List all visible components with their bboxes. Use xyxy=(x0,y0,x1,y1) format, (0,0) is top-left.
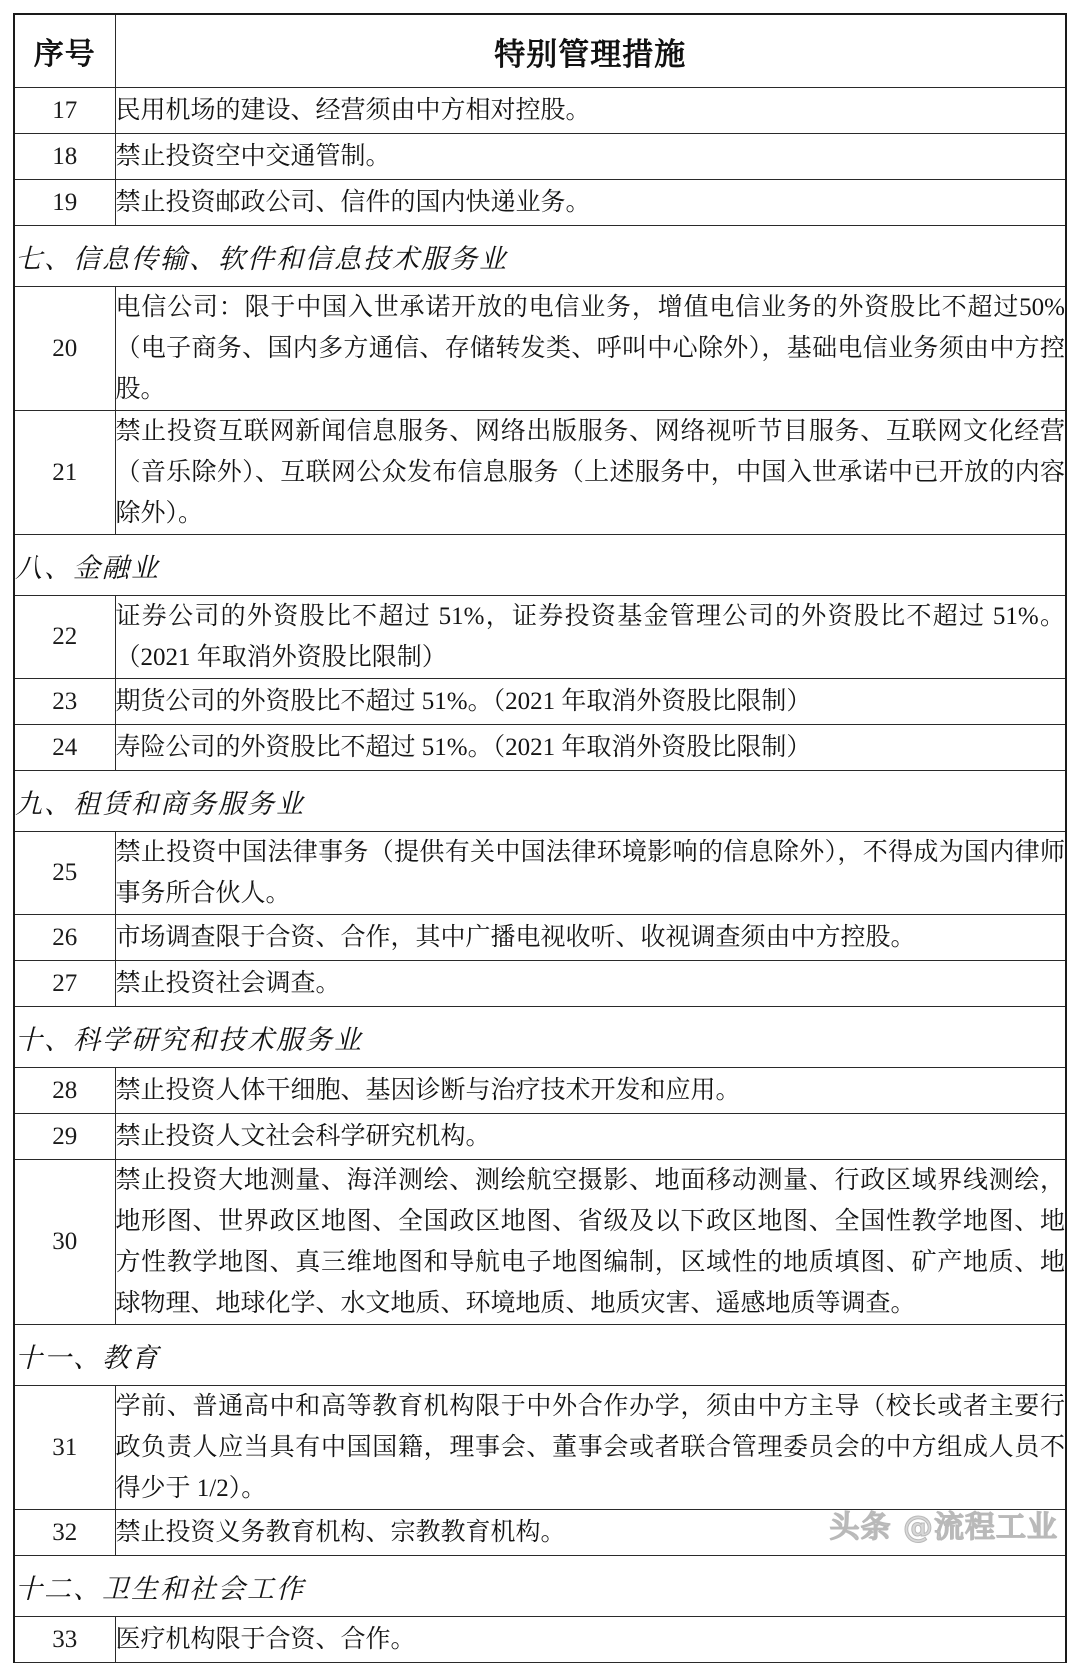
table-row xyxy=(14,725,1066,771)
section-heading-label: 十二、卫生和社会工作 xyxy=(14,1556,1066,1617)
row-number: 32 xyxy=(14,1510,115,1556)
table-row xyxy=(14,287,1066,411)
row-number: 19 xyxy=(14,180,115,226)
row-number: 18 xyxy=(14,134,115,180)
row-measure-text: 禁止投资空中交通管制。 xyxy=(115,134,1066,180)
row-number: 33 xyxy=(14,1617,115,1663)
row-number: 31 xyxy=(14,1386,115,1510)
row-number: 25 xyxy=(14,832,115,915)
table-header xyxy=(14,14,1066,88)
row-measure-text: 禁止投资邮政公司、信件的国内快递业务。 xyxy=(115,180,1066,226)
row-number: 26 xyxy=(14,915,115,961)
section-heading-label: 九、租赁和商务服务业 xyxy=(14,771,1066,832)
row-measure-text: 证券公司的外资股比不超过 51%，证券投资基金管理公司的外资股比不超过 51%。（2021 年取消外资股比限制） xyxy=(115,596,1066,679)
table-body xyxy=(14,88,1066,1663)
row-measure-text: 禁止投资人体干细胞、基因诊断与治疗技术开发和应用。 xyxy=(115,1068,1066,1114)
row-measure-text: 学前、普通高中和高等教育机构限于中外合作办学，须由中方主导（校长或者主要行政负责人应当具有中国国籍，理事会、董事会或者联合管理委员会的中方组成人员不得少于 1/2）。 xyxy=(115,1386,1066,1510)
row-number: 28 xyxy=(14,1068,115,1114)
row-number: 21 xyxy=(14,411,115,535)
row-measure-text: 市场调查限于合资、合作，其中广播电视收听、收视调查须由中方控股。 xyxy=(115,915,1066,961)
special-management-measures-table xyxy=(13,13,1067,1663)
row-measure-text: 电信公司：限于中国入世承诺开放的电信业务，增值电信业务的外资股比不超过50%（电子商务、国内多方通信、存储转发类、呼叫中心除外），基础电信业务须由中方控股。 xyxy=(115,287,1066,411)
table-row xyxy=(14,679,1066,725)
table-row xyxy=(14,1386,1066,1510)
row-measure-text: 医疗机构限于合资、合作。 xyxy=(115,1617,1066,1663)
section-heading-label: 十、科学研究和技术服务业 xyxy=(14,1007,1066,1068)
row-number: 23 xyxy=(14,679,115,725)
row-number: 24 xyxy=(14,725,115,771)
row-number: 20 xyxy=(14,287,115,411)
table-row xyxy=(14,411,1066,535)
row-number: 17 xyxy=(14,88,115,134)
table-row xyxy=(14,832,1066,915)
row-measure-text: 禁止投资中国法律事务（提供有关中国法律环境影响的信息除外），不得成为国内律师事务所合伙人。 xyxy=(115,832,1066,915)
row-number: 29 xyxy=(14,1114,115,1160)
row-measure-text: 寿险公司的外资股比不超过 51%。（2021 年取消外资股比限制） xyxy=(115,725,1066,771)
row-number: 27 xyxy=(14,961,115,1007)
table-row xyxy=(14,915,1066,961)
row-measure-text: 禁止投资社会调查。 xyxy=(115,961,1066,1007)
section-heading-row xyxy=(14,1325,1066,1386)
section-heading-row xyxy=(14,771,1066,832)
row-measure-text: 禁止投资互联网新闻信息服务、网络出版服务、网络视听节目服务、互联网文化经营（音乐除外）、互联网公众发布信息服务（上述服务中，中国入世承诺中已开放的内容除外）。 xyxy=(115,411,1066,535)
row-measure-text: 禁止投资人文社会科学研究机构。 xyxy=(115,1114,1066,1160)
table-row xyxy=(14,134,1066,180)
row-measure-text: 禁止投资义务教育机构、宗教教育机构。 xyxy=(115,1510,1066,1556)
section-heading-row xyxy=(14,226,1066,287)
row-measure-text: 期货公司的外资股比不超过 51%。（2021 年取消外资股比限制） xyxy=(115,679,1066,725)
row-number: 30 xyxy=(14,1160,115,1325)
table-row xyxy=(14,180,1066,226)
table-row xyxy=(14,1160,1066,1325)
section-heading-label: 十一、教育 xyxy=(14,1325,1066,1386)
table-row xyxy=(14,961,1066,1007)
column-header-number: 序号 xyxy=(14,14,115,88)
table-row xyxy=(14,596,1066,679)
section-heading-row xyxy=(14,535,1066,596)
table-row xyxy=(14,1114,1066,1160)
watermark: 头条 @流程工业 xyxy=(829,1510,1058,1545)
table-row xyxy=(14,88,1066,134)
row-measure-text: 民用机场的建设、经营须由中方相对控股。 xyxy=(115,88,1066,134)
section-heading-label: 七、信息传输、软件和信息技术服务业 xyxy=(14,226,1066,287)
column-header-measure: 特别管理措施 xyxy=(115,14,1066,88)
header-row xyxy=(14,14,1066,88)
section-heading-row xyxy=(14,1007,1066,1068)
section-heading-row xyxy=(14,1556,1066,1617)
table-row xyxy=(14,1068,1066,1114)
table-row xyxy=(14,1510,1066,1556)
row-measure-text: 禁止投资大地测量、海洋测绘、测绘航空摄影、地面移动测量、行政区域界线测绘，地形图、世界政区地图、全国政区地图、省级及以下政区地图、全国性教学地图、地方性教学地图、真三维地图和导航电子地图编制，区域性的地质填图、矿产地质、地球物理、地球化学、水文地质、环境地质、地质灾害、遥感地质等调查。 xyxy=(115,1160,1066,1325)
section-heading-label: 八、金融业 xyxy=(14,535,1066,596)
table-row xyxy=(14,1617,1066,1663)
row-number: 22 xyxy=(14,596,115,679)
